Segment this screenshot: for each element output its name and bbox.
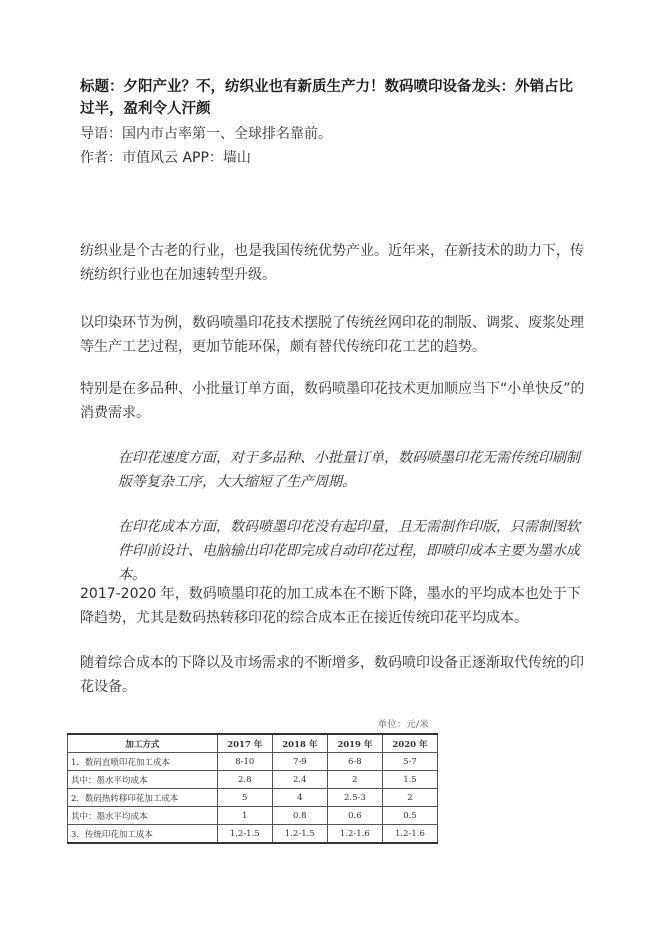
- table-header-cell: 2018 年: [272, 734, 327, 753]
- table-cell: 5-7: [382, 753, 437, 771]
- table-cell: 0.5: [382, 807, 437, 825]
- table-cell: 1.2-1.6: [327, 825, 382, 844]
- table-cell: 2: [382, 789, 437, 807]
- table-cell: 4: [272, 789, 327, 807]
- table-header-row: [68, 734, 438, 753]
- paragraph-replacement: 随着综合成本的下降以及市场需求的不断增多，数码喷印设备正逐渐取代传统的印花设备。: [80, 655, 584, 695]
- table-cell: 2.4: [272, 771, 327, 789]
- table-cell: 7-9: [272, 753, 327, 771]
- article-title: 标题：夕阳产业？不，纺织业也有新质生产力！数码喷印设备龙头：外销占比过半，盈利令人汗颜: [80, 79, 573, 117]
- paragraph-printing-dyeing: 以印染环节为例，数码喷墨印花技术摆脱了传统丝网印花的制版、调浆、废浆处理等生产工艺过程，更加节能环保，颇有替代传统印花工艺的趋势。: [80, 315, 584, 355]
- table-cell: 3．传统印花加工成本: [68, 825, 218, 844]
- article-lead: 导语：国内市占率第一、全球排名靠前。: [80, 126, 332, 142]
- table-row: [68, 753, 438, 771]
- table-header-cell: 2020 年: [382, 734, 437, 753]
- table-cell: 其中：墨水平均成本: [68, 771, 218, 789]
- table-cell: 1．数码直喷印花加工成本: [68, 753, 218, 771]
- table-row: [68, 807, 438, 825]
- table-cell: 2．数码热转移印花加工成本: [68, 789, 218, 807]
- table-cell: 1.5: [382, 771, 437, 789]
- table-cell: 0.6: [327, 807, 382, 825]
- quote-printing-speed: 在印花速度方面，对于多品种、小批量订单，数码喷墨印花无需传统印刷制版等复杂工序，大大缩短了生产周期。: [118, 450, 580, 490]
- table-header-cell: 2019 年: [327, 734, 382, 753]
- table-cell: 2.5-3: [327, 789, 382, 807]
- table-cell: 1: [217, 807, 272, 825]
- paragraph-small-orders: 特别是在多品种、小批量订单方面，数码喷墨印花技术更加顺应当下“小单快反”的消费需求。: [80, 381, 585, 421]
- table-cell: 8-10: [217, 753, 272, 771]
- paragraph-cost-trend: 2017-2020 年，数码喷墨印花的加工成本在不断下降，墨水的平均成本也处于下降趋势，尤其是数码热转移印花的综合成本正在接近传统印花平均成本。: [80, 586, 581, 626]
- table-cell: 2: [327, 771, 382, 789]
- table-header-cell: 加工方式: [68, 734, 218, 753]
- table-cell: 1.2-1.5: [217, 825, 272, 844]
- table-row: [68, 789, 438, 807]
- table-cell: 2.8: [217, 771, 272, 789]
- table-row: [68, 825, 438, 844]
- table-unit: 单位：元/米: [378, 720, 430, 730]
- table-cell: 0.8: [272, 807, 327, 825]
- paragraph-intro: 纺织业是个古老的行业，也是我国传统优势产业。近年来，在新技术的助力下，传统纺织行业也在加速转型升级。: [80, 243, 584, 283]
- table-cell: 1.2-1.5: [272, 825, 327, 844]
- table-row: [68, 771, 438, 789]
- cost-table: [67, 733, 438, 844]
- article-author: 作者：市值风云 APP：墙山: [80, 150, 251, 166]
- table-header-cell: 2017 年: [217, 734, 272, 753]
- quote-printing-cost: 在印花成本方面，数码喷墨印花没有起印量，且无需制作印版，只需制图软件印前设计、电脑输出印花即完成自动印花过程，即喷印成本主要为墨水成本。: [118, 519, 580, 583]
- table-cell: 6-8: [327, 753, 382, 771]
- table-cell: 其中：墨水平均成本: [68, 807, 218, 825]
- table-cell: 5: [217, 789, 272, 807]
- table-cell: 1.2-1.6: [382, 825, 437, 844]
